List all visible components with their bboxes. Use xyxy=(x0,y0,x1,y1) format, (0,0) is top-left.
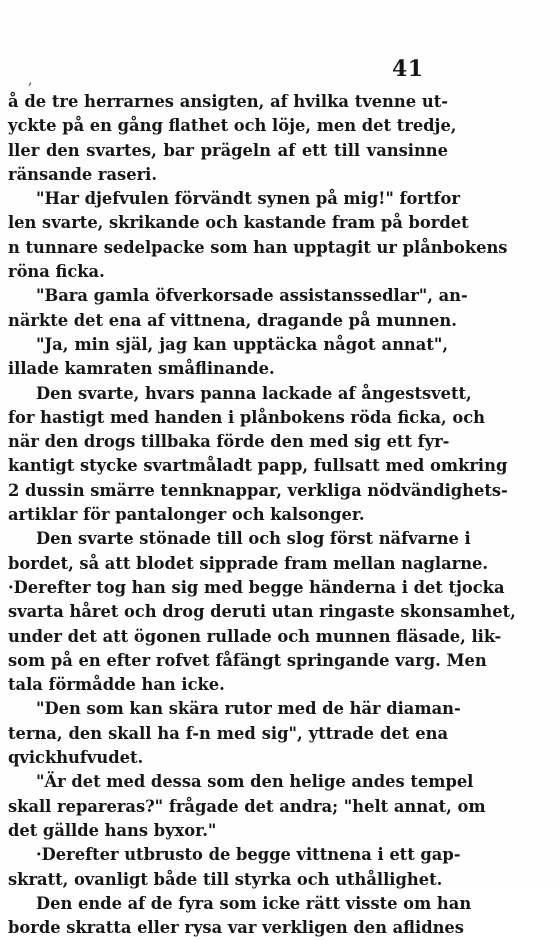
text-line: ·Derefter utbrusto de begge vittnena i ett gap- xyxy=(36,845,461,865)
text-line: närkte det ena af vittnena, dragande på munnen. xyxy=(8,310,457,330)
text-line: tala förmådde han icke. xyxy=(8,675,225,695)
text-line: som på en efter rofvet fåfängt springande varg. Men xyxy=(8,650,487,670)
text-line: bordet, så att blodet sipprade fram mellan naglarne. xyxy=(8,553,489,573)
text-line: "Ja, min själ, jag kan upptäcka något annat", xyxy=(36,334,448,354)
text-line: yckte på en gång flathet och löje, men det tredje, xyxy=(8,116,457,136)
text-line: å de tre herrarnes ansigten, af hvilka tvenne ut- xyxy=(8,92,448,111)
text-line: terna, den skall ha f-n med sig", yttrade det ena xyxy=(8,723,448,743)
text-line: n tunnare sedelpacke som han upptagit ur plånbokens xyxy=(8,237,508,257)
text-line: svarta håret och drog deruti utan ringaste skonsamhet, xyxy=(8,602,516,622)
text-line: skall repareras?" frågade det andra; "helt annat, om xyxy=(8,796,486,816)
text-line: Den svarte, hvars panna lackade af ångestsvett, xyxy=(36,383,472,403)
text-line: 2 dussin smärre tennknappar, verkliga nödvändighets- xyxy=(8,480,508,500)
text-line: "Den som kan skära rutor med de här diaman- xyxy=(36,699,461,719)
text-line: Den svarte stönade till och slog först näfvarne i xyxy=(36,529,471,549)
page-number: 41 xyxy=(392,56,424,82)
stray-mark: , xyxy=(28,72,33,88)
text-line: "Är det med dessa som den helige andes tempel xyxy=(36,772,474,792)
text-line: for hastigt med handen i plånbokens röda ficka, och xyxy=(8,407,485,427)
text-line: Den ende af de fyra som icke rätt visste om han xyxy=(36,893,472,913)
text-line: ller den svartes, bar prägeln af ett till vansinne xyxy=(8,140,448,160)
text-line: borde skratta eller rysa var verkligen den aflidnes xyxy=(8,918,464,938)
body-text xyxy=(8,90,516,940)
text-line: "Bara gamla öfverkorsade assistanssedlar", an- xyxy=(36,286,468,306)
text-line: under det att ögonen rullade och munnen fläsade, lik- xyxy=(8,626,502,646)
text-line: qvickhufvudet. xyxy=(8,748,144,768)
text-line: det gällde hans byxor." xyxy=(8,820,217,840)
text-line: när den drogs tillbaka förde den med sig ett fyr- xyxy=(8,432,450,452)
text-line: kantigt stycke svartmåladt papp, fullsatt med omkring xyxy=(8,456,508,476)
text-line: "Har djefvulen förvändt synen på mig!" fortfor xyxy=(36,189,460,209)
text-line: len svarte, skrikande och kastande fram på bordet xyxy=(8,213,469,233)
text-line: röna ficka. xyxy=(8,262,105,282)
text-line: ·Derefter tog han sig med begge händerna i det tjocka xyxy=(8,577,505,597)
text-line: skratt, ovanligt både till styrka och uthållighet. xyxy=(8,869,443,889)
text-line: ränsande raseri. xyxy=(8,164,158,184)
text-line: illade kamraten småflinande. xyxy=(8,359,275,379)
text-line: artiklar för pantalonger och kalsonger. xyxy=(8,505,365,525)
